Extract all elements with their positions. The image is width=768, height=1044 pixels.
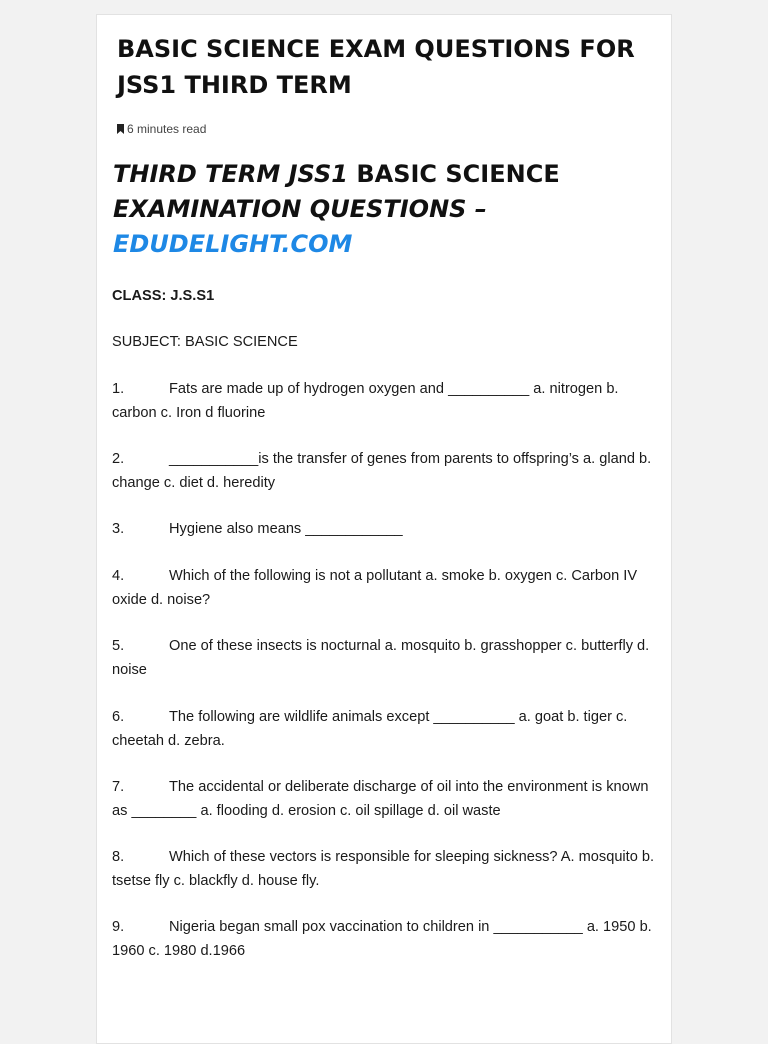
question-text: Which of these vectors is responsible for sleeping sickness? A. mosquito b. tsetse fly c. blackfly d. house fly. xyxy=(112,849,655,889)
question-item xyxy=(112,916,664,963)
heading-part-2: BASIC SCIENCE xyxy=(347,160,560,188)
subject-label: SUBJECT: BASIC SCIENCE xyxy=(112,334,298,350)
question-text: Which of the following is not a pollutant a. smoke b. oxygen c. Carbon IV oxide d. noise? xyxy=(112,568,638,608)
read-time xyxy=(117,121,206,137)
question-item xyxy=(112,635,664,682)
question-item xyxy=(112,846,664,893)
question-item xyxy=(112,518,664,542)
page-title: BASIC SCIENCE EXAM QUESTIONS FOR JSS1 THIRD TERM xyxy=(117,35,635,99)
question-text: Fats are made up of hydrogen oxygen and __________ a. nitrogen b. carbon c. Iron d fluorine xyxy=(112,381,619,421)
question-item xyxy=(112,565,664,612)
question-text: Hygiene also means ____________ xyxy=(169,521,403,537)
question-number: 1. xyxy=(112,381,125,397)
question-text: One of these insects is nocturnal a. mosquito b. grasshopper c. butterfly d. noise xyxy=(112,638,650,678)
article-heading xyxy=(113,157,653,262)
question-item xyxy=(112,378,664,425)
question-text: The following are wildlife animals except __________ a. goat b. tiger c. cheetah d. zebra. xyxy=(112,709,628,749)
question-number: 4. xyxy=(112,568,125,584)
question-number: 3. xyxy=(112,521,125,537)
read-time-label: 6 minutes read xyxy=(127,122,207,136)
question-item xyxy=(112,776,664,823)
question-number: 9. xyxy=(112,919,125,935)
question-text: ___________is the transfer of genes from parents to offspring’s a. gland b. change c. diet d. heredity xyxy=(112,451,652,491)
question-number: 5. xyxy=(112,638,125,654)
question-number: 6. xyxy=(112,709,125,725)
question-item xyxy=(112,706,664,753)
article-card xyxy=(96,14,672,1044)
question-number: 2. xyxy=(112,451,125,467)
class-label: CLASS: J.S.S1 xyxy=(112,288,215,304)
edudelight-link[interactable]: EDUDELIGHT.COM xyxy=(113,230,353,258)
heading-part-3: EXAMINATION QUESTIONS – xyxy=(113,195,487,223)
heading-part-1: THIRD TERM JSS1 xyxy=(113,160,348,188)
question-text: The accidental or deliberate discharge of oil into the environment is known as ________ a. flooding d. erosion c. oil spillage d. oil waste xyxy=(112,779,649,819)
question-text: Nigeria began small pox vaccination to children in ___________ a. 1950 b. 1960 c. 1980 d.1966 xyxy=(112,919,652,959)
question-number: 7. xyxy=(112,779,125,795)
question-number: 8. xyxy=(112,849,125,865)
bookmark-icon xyxy=(117,124,124,134)
question-item xyxy=(112,448,664,495)
